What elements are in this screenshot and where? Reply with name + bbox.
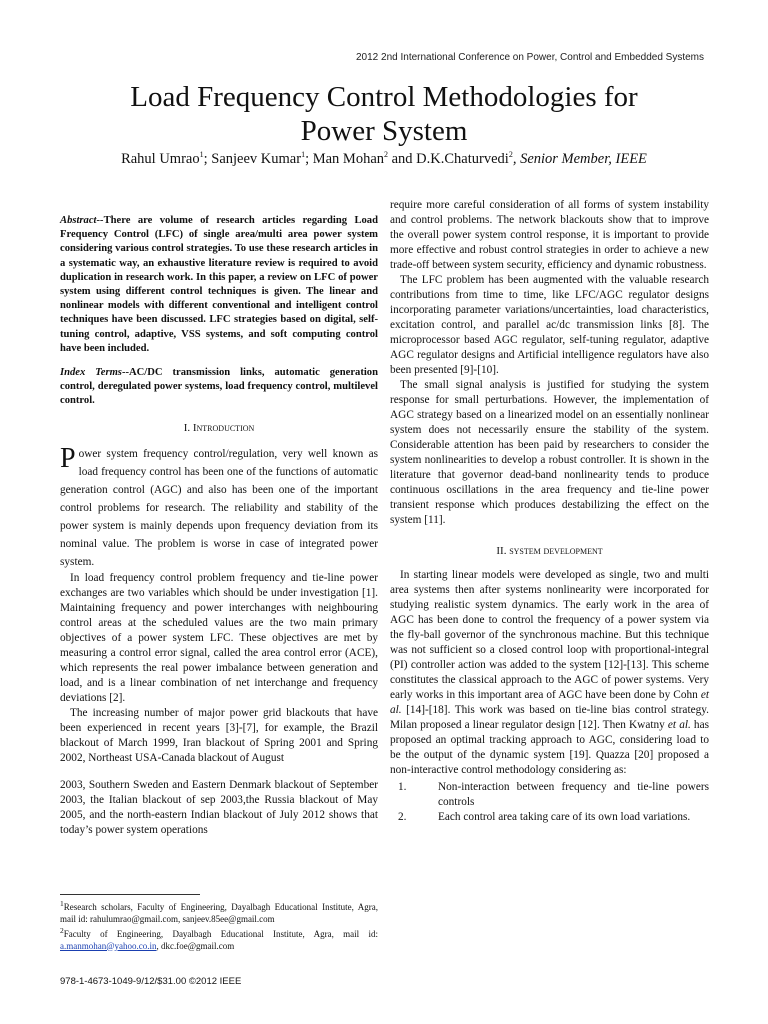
body-paragraph: In starting linear models were developed as single, two and multi area systems then after systems nonlinearity were incorporated for studying realistic system dynamics. The early work in the area of AGC has been done to control the frequency of a power system via the fly-ball governor of the synchronous machine. But this technique was not sufficient so a closed control loop with proportional-integral (PI) controller action was added to the system [12]-[13]. This scheme constitutes the classical approach to the AGC of power systems. Very early works in this important area of AGC have been done by Cohn et al. [14]-[18]. This work was based on tie-line bias control strategy. Milan proposed a linear regulator design [12]. Then Kwatny et al. has proposed an optimal tracking approach to AGC, considering load to be the output of the dynamic system [19]. Quazza [20] proposed a non-interactive control methodology considering as:: [390, 569, 709, 776]
abstract: [60, 214, 378, 356]
body-paragraph: The small signal analysis is justified for studying the system response for small perturbations. However, the implementation of AGC strategy based on a linearized model on an essentially nonlinear system does not necessarily ensure the stability of the system. Considerable attention has been paid by researchers to consider the system nonlinearities to develop a robust controller. It is shown in the literature that governor dead-band nonlinearity tends to produce continuous oscillations in the area frequency and tie-line power transient response which produces destabilizing the effect on the system [11].: [390, 379, 709, 526]
paper-title: [0, 80, 768, 148]
title-line-1: Load Frequency Control Methodologies for: [130, 81, 638, 113]
affiliation-marker: 2: [384, 150, 388, 159]
footnotes: [60, 898, 378, 952]
email-link[interactable]: a.manmohan@yahoo.co.in: [60, 940, 157, 951]
section-heading-introduction: I. Introduction: [183, 421, 255, 434]
title-line-2: Power System: [300, 115, 468, 147]
conference-header: 2012 2nd International Conference on Power, Control and Embedded Systems: [356, 52, 704, 63]
index-terms-text: --AC/DC transmission links, automatic generation control, deregulated power systems, load frequency control, multilevel control.: [60, 367, 378, 407]
affiliation-marker: 2: [508, 150, 513, 159]
list-item: [390, 780, 709, 810]
abstract-label: Abstract--: [60, 215, 104, 226]
author-name: ; Sanjeev Kumar: [203, 150, 302, 167]
index-terms: [60, 366, 378, 409]
left-column: [60, 198, 378, 838]
intro-paragraph-1-text: ower system frequency control/regulation, very well known as load frequency control has been one of the functions of automatic generation control (AGC) and also has been one of the important control problems for research. The reliability and stability of the power system is mainly depends upon frequency deviation from its nominal value. The problem is worse in case of integrated power system.: [60, 447, 378, 568]
numbered-list: [390, 780, 709, 825]
intro-paragraph-3-continued: 2003, Southern Sweden and Eastern Denmark blackout of September 2003, the Italian blackout of sep 2003,the Russia blackout of May 2005, and the north-eastern Indian blackout of July 2012 shows that today’s power system operations: [60, 778, 378, 836]
list-item-text: Non-interaction between frequency and tie-line powers controls: [438, 781, 709, 808]
footnote-2: $^2$Faculty of Engineering, Dayalbagh Educational Institute, Agra, mail id: a.manmohan@yahoo.co.in, dkc.foe@gmail.com: [60, 926, 378, 951]
index-terms-label: Index Terms: [60, 367, 122, 379]
author-list: [0, 150, 768, 168]
author-name: ; Man Mohan: [305, 150, 384, 167]
footnote-divider: [60, 894, 200, 895]
member-grade: , Senior Member, IEEE: [512, 150, 647, 167]
list-item-number: 1.: [398, 781, 407, 793]
intro-paragraph-3: The increasing number of major power grid blackouts that have been experienced in recent years [3]-[7], for example, the Brazil blackout of March 1999, Iran blackout of Spring 2001 and Spring 2002, Northeast USA-Canada blackout of August: [60, 706, 378, 764]
footnote-1: $^1$Research scholars, Faculty of Engineering, Dayalbagh Educational Institute, Agra, mail id: rahulumrao@gmail.com, sanjeev.85ee@gmail.com: [60, 899, 378, 924]
abstract-text: There are volume of research articles regarding Load Frequency Control (LFC) of single area/multi area power system considering various control strategies. To use these research articles in a systematic way, an exhaustive literature review is required to avoid duplication in research work. In this paper, a review on LFC of power system using different control techniques is given. The linear and nonlinear models with different conventional and intelligent control techniques have been discussed. LFC strategies based on digital, self-tuning control, adaptive, VSS systems, and soft computing control have been included.: [60, 215, 378, 354]
affiliation-marker: 1: [199, 150, 204, 159]
copyright-line: 978-1-4673-1049-9/12/$31.00 ©2012 IEEE: [60, 976, 242, 987]
list-item: [390, 810, 709, 825]
author-name: and D.K.Chaturvedi: [388, 150, 509, 167]
right-column: [390, 198, 709, 825]
body-paragraph: require more careful consideration of all forms of system instability and control problems. The network blackouts show that to improve the overall power system control response, it is important to provide more effective and robust control strategies in order to achieve a new trade-off between system security, efficiency and dynamic robustness.: [390, 199, 709, 271]
intro-paragraph-2: In load frequency control problem frequency and tie-line power exchanges are two variables which should be under investigation [1]. Maintaining frequency and power interchanges with neighbouring control areas at the scheduled values are the two main primary objectives of a power system LFC. These objectives are met by measuring a control error signal, called the area control error (ACE), which represents the real power imbalance between generation and load, and is a linear combination of net interchange and frequency deviations [2].: [60, 571, 378, 704]
list-item-text: Each control area taking care of its own load variations.: [438, 811, 691, 823]
author-name: Rahul Umrao: [121, 150, 200, 167]
drop-cap: P: [60, 442, 76, 474]
list-item-number: 2.: [398, 811, 407, 823]
intro-paragraph-1: [60, 442, 378, 571]
body-paragraph: The LFC problem has been augmented with the valuable research contributions from time to time, like LFC/AGC regulator designs incorporating parameter variations/uncertainties, load characteristics, excitation control, and parallel ac/dc transmission links [8]. The microprocessor based AGC regulator, self-tuning regulator, adaptive AGC regulator designs and Artificial intelligence regulators have also been presented [9]-[10].: [390, 274, 709, 376]
affiliation-marker: 1: [301, 150, 306, 159]
section-heading-system-development: II. system development: [496, 545, 603, 557]
